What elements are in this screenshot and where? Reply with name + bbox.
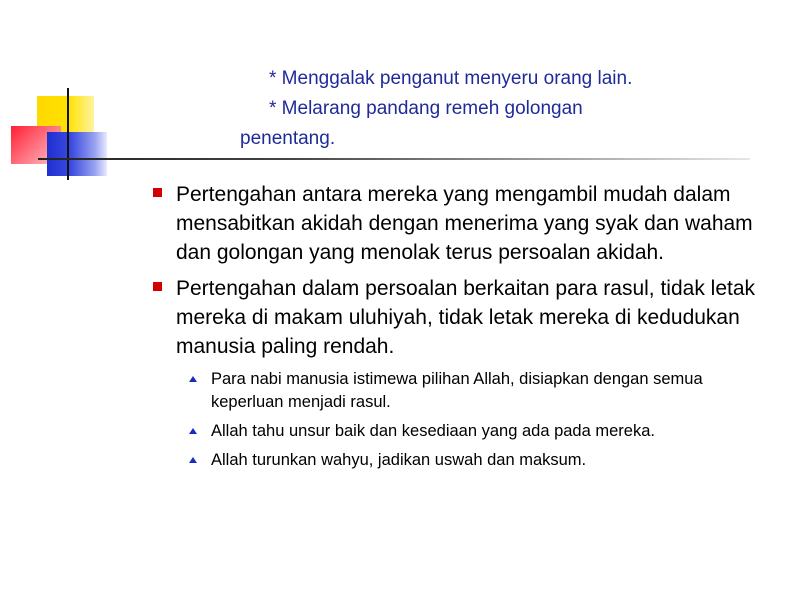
sub-bullet-text: Para nabi manusia istimewa pilihan Allah, disiapkan dengan semua keperluan menjadi rasul. (211, 370, 703, 411)
decorative-vertical-line (67, 88, 69, 180)
bullet-item (150, 180, 780, 267)
sub-bullet-item (185, 368, 771, 414)
title-line-2: * Melarang pandang remeh golongan (269, 98, 583, 119)
bullet-text: Pertengahan dalam persoalan berkaitan para rasul, tidak letak mereka di makam uluhiyah, tidak letak mereka di kedudukan manusia paling rendah. (176, 277, 756, 358)
sub-bullet-item (185, 420, 771, 443)
sub-bullet-text: Allah turunkan wahyu, jadikan uswah dan maksum. (211, 451, 587, 469)
bullet-item (150, 274, 780, 361)
red-square-bullet-icon (153, 282, 162, 291)
red-square-bullet-icon (153, 188, 162, 197)
title-divider-line (38, 158, 750, 160)
bullet-text: Pertengahan antara mereka yang mengambil mudah dalam mensabitkan akidah dengan menerima yang syak dan waham dan golongan yang menolak terus persoalan akidah. (176, 183, 753, 264)
blue-triangle-bullet-icon (189, 457, 197, 463)
slide-title (240, 64, 680, 154)
title-line-1: * Menggalak penganut menyeru orang lain. (269, 68, 633, 89)
slide-body (150, 180, 780, 478)
blue-triangle-bullet-icon (189, 376, 197, 382)
title-line-3: penentang. (240, 128, 336, 149)
blue-triangle-bullet-icon (189, 428, 197, 434)
decorative-blue-square (47, 132, 107, 176)
sub-bullet-item (185, 449, 771, 472)
sub-bullet-text: Allah tahu unsur baik dan kesediaan yang ada pada mereka. (211, 422, 655, 440)
